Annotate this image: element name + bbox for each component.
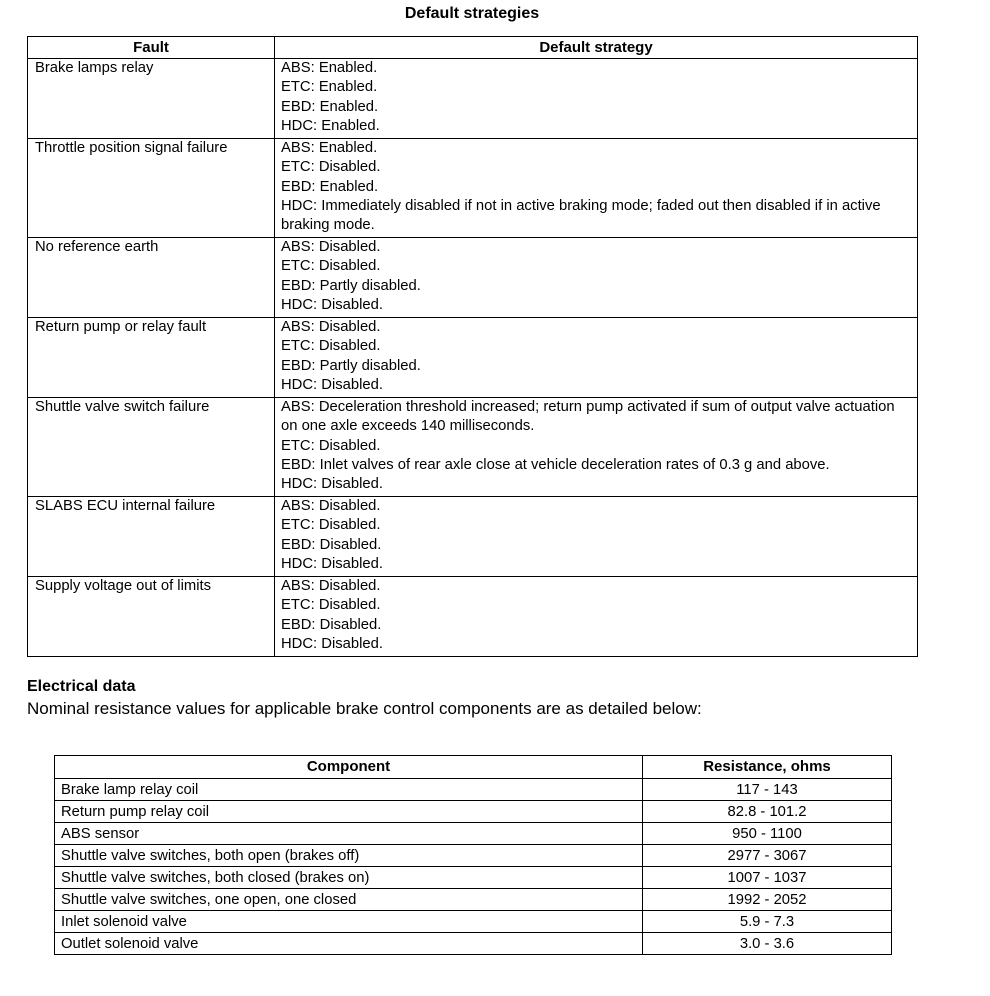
component-cell: Inlet solenoid valve [55, 911, 643, 933]
table-row [55, 779, 892, 801]
strategy-line: EBD: Inlet valves of rear axle close at vehicle deceleration rates of 0.3 g and above. [281, 456, 830, 473]
table-row [28, 318, 918, 398]
section-description: Nominal resistance values for applicable brake control components are as detailed below: [27, 699, 702, 718]
strategy-line: HDC: Disabled. [281, 555, 383, 572]
strategy-line: EBD: Enabled. [281, 178, 379, 195]
section-title-electrical-data: Electrical data [27, 678, 136, 695]
strategy-line: ABS: Deceleration threshold increased; return pump activated if sum of output valve actuation on one axle exceeds 140 milliseconds. [281, 399, 895, 435]
table-row [28, 577, 918, 657]
strategy-line: ABS: Disabled. [281, 578, 381, 594]
strategy-line: ABS: Enabled. [281, 140, 378, 156]
resistance-cell: 5.9 - 7.3 [643, 911, 892, 933]
strategy-line: ETC: Disabled. [281, 338, 381, 355]
strategy-line: ETC: Disabled. [281, 437, 381, 454]
strategy-line: ABS: Disabled. [281, 239, 381, 255]
strategy-cell [275, 139, 918, 238]
component-cell: Return pump relay coil [55, 801, 643, 823]
strategy-line: HDC: Disabled. [281, 376, 383, 393]
resistance-cell: 1007 - 1037 [643, 867, 892, 889]
component-cell: Shuttle valve switches, one open, one closed [55, 889, 643, 911]
resistance-cell: 950 - 1100 [643, 823, 892, 845]
table-row [28, 398, 918, 497]
strategy-cell [275, 59, 918, 139]
table-row [28, 139, 918, 238]
component-cell: ABS sensor [55, 823, 643, 845]
table-row [28, 238, 918, 318]
fault-cell: Brake lamps relay [28, 59, 275, 139]
table-row [55, 867, 892, 889]
page-title: Default strategies [404, 5, 540, 22]
column-header-resistance: Resistance, ohms [643, 756, 892, 779]
strategy-line: ETC: Disabled. [281, 258, 381, 275]
strategy-cell [275, 238, 918, 318]
component-cell: Outlet solenoid valve [55, 933, 643, 955]
strategy-line: ETC: Disabled. [281, 159, 381, 176]
fault-cell: SLABS ECU internal failure [28, 497, 275, 577]
column-header-default-strategy: Default strategy [275, 37, 918, 59]
fault-cell: Supply voltage out of limits [28, 577, 275, 657]
resistance-cell: 117 - 143 [643, 779, 892, 801]
strategy-line: HDC: Disabled. [281, 476, 383, 493]
strategy-line: EBD: Enabled. [281, 98, 379, 115]
strategy-cell [275, 318, 918, 398]
table-row [55, 911, 892, 933]
table-row [55, 845, 892, 867]
strategy-line: EBD: Disabled. [281, 616, 382, 633]
strategy-line: ETC: Enabled. [281, 79, 378, 96]
strategy-line: ABS: Enabled. [281, 60, 378, 76]
strategy-line: ETC: Disabled. [281, 597, 381, 614]
column-header-component: Component [55, 756, 643, 779]
component-cell: Shuttle valve switches, both closed (brakes on) [55, 867, 643, 889]
resistance-cell: 2977 - 3067 [643, 845, 892, 867]
resistance-cell: 3.0 - 3.6 [643, 933, 892, 955]
strategy-line: EBD: Disabled. [281, 536, 382, 553]
table-row [55, 889, 892, 911]
strategy-line: HDC: Disabled. [281, 296, 383, 313]
strategy-cell [275, 577, 918, 657]
component-cell: Brake lamp relay coil [55, 779, 643, 801]
column-header-fault: Fault [28, 37, 275, 59]
table-row [55, 933, 892, 955]
table-header-row [28, 37, 918, 59]
table-row [28, 59, 918, 139]
table-row [28, 497, 918, 577]
resistance-cell: 1992 - 2052 [643, 889, 892, 911]
fault-cell: Throttle position signal failure [28, 139, 275, 238]
strategy-line: ABS: Disabled. [281, 498, 381, 514]
default-strategies-table [27, 36, 918, 657]
fault-cell: No reference earth [28, 238, 275, 318]
strategy-line: EBD: Partly disabled. [281, 277, 421, 294]
strategy-line: ABS: Disabled. [281, 319, 381, 335]
component-cell: Shuttle valve switches, both open (brakes off) [55, 845, 643, 867]
strategy-cell [275, 497, 918, 577]
strategy-line: HDC: Immediately disabled if not in active braking mode; faded out then disabled if in active braking mode. [281, 197, 881, 234]
strategy-line: EBD: Partly disabled. [281, 357, 421, 374]
table-row [55, 801, 892, 823]
strategy-line: ETC: Disabled. [281, 517, 381, 534]
strategy-line: HDC: Disabled. [281, 635, 383, 652]
resistance-table [54, 755, 892, 955]
fault-cell: Return pump or relay fault [28, 318, 275, 398]
strategy-line: HDC: Enabled. [281, 117, 380, 134]
table-header-row [55, 756, 892, 779]
strategy-cell [275, 398, 918, 497]
fault-cell: Shuttle valve switch failure [28, 398, 275, 497]
table-row [55, 823, 892, 845]
resistance-cell: 82.8 - 101.2 [643, 801, 892, 823]
